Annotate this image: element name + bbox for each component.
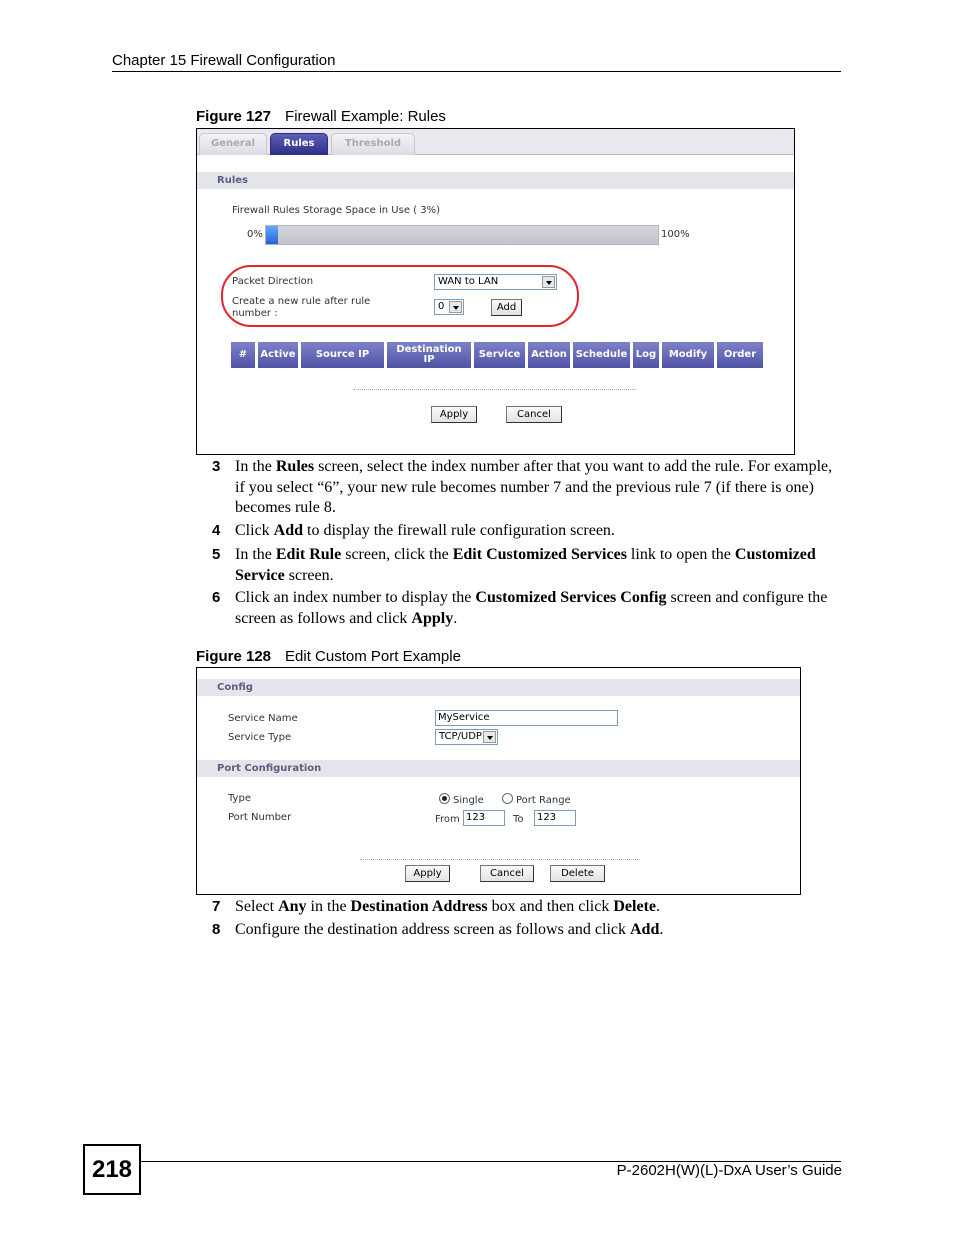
storage-progress-bar (265, 225, 659, 245)
single-label: Single (453, 795, 484, 806)
chapter-header: Chapter 15 Firewall Configuration (112, 52, 336, 69)
figure-128-label: Figure 128 (196, 648, 272, 665)
step-4 (212, 521, 842, 542)
to-port-input[interactable]: 123 (534, 810, 576, 826)
progress-min-label: 0% (247, 229, 263, 240)
packet-direction-label: Packet Direction (232, 276, 314, 287)
tab-bar (197, 129, 794, 155)
figure-128-caption (196, 648, 461, 665)
service-name-input[interactable]: MyService (435, 710, 618, 726)
column-log: Log (633, 342, 659, 368)
column-action: Action (528, 342, 570, 368)
delete-button[interactable]: Delete (550, 865, 605, 882)
config-section-bar: Config (197, 679, 800, 696)
tab-general[interactable]: General (199, 133, 267, 155)
tab-threshold[interactable]: Threshold (331, 133, 415, 155)
new-rule-label: Create a new rule after rule number : (232, 296, 371, 319)
apply-button[interactable]: Apply (405, 865, 450, 882)
figure-127-title: Firewall Example: Rules (285, 108, 446, 125)
add-rule-button[interactable]: Add (491, 299, 522, 316)
port-number-label: Port Number (228, 812, 292, 823)
figure-128-title: Edit Custom Port Example (285, 648, 461, 665)
divider (360, 859, 640, 860)
step-number: 3 (212, 458, 221, 475)
guide-name: P-2602H(W)(L)-DxA User’s Guide (616, 1162, 842, 1179)
step-6 (212, 588, 842, 629)
figure-127-label: Figure 127 (196, 108, 272, 125)
step-text: Click Add to display the firewall rule configuration screen. (235, 522, 615, 539)
step-3 (212, 457, 842, 519)
header-rule (112, 71, 841, 72)
chevron-down-icon (483, 731, 496, 743)
step-text: Select Any in the Destination Address box and then click Delete. (235, 898, 660, 915)
tab-rules[interactable]: Rules (270, 133, 328, 155)
step-8 (212, 920, 842, 941)
type-label: Type (228, 793, 251, 804)
storage-label: Firewall Rules Storage Space in Use ( 3%) (232, 205, 441, 216)
figure-127-caption (196, 108, 446, 125)
storage-progress-fill (266, 226, 278, 244)
firewall-rules-screen (196, 128, 795, 455)
step-number: 8 (212, 921, 221, 938)
step-text: Click an index number to display the Customized Services Config screen and configure the screen as follows and click Apply. (235, 589, 828, 627)
cancel-button[interactable]: Cancel (480, 865, 534, 882)
progress-max-label: 100% (661, 229, 690, 240)
step-number: 5 (212, 546, 221, 563)
from-label: From (435, 814, 460, 825)
service-type-select[interactable] (435, 729, 498, 745)
column-destination-ip: Destination IP (387, 342, 471, 368)
single-radio[interactable] (439, 793, 450, 804)
to-label: To (513, 814, 524, 825)
service-name-label: Service Name (228, 713, 298, 724)
port-range-radio[interactable] (502, 793, 513, 804)
divider (353, 389, 635, 390)
column-schedule: Schedule (573, 342, 630, 368)
custom-port-screen (196, 667, 801, 895)
step-5 (212, 545, 842, 586)
port-range-label: Port Range (516, 795, 571, 806)
step-number: 6 (212, 589, 221, 606)
from-port-input[interactable]: 123 (463, 810, 505, 826)
packet-direction-select[interactable] (434, 274, 557, 290)
step-7 (212, 897, 842, 918)
rules-table-header (231, 342, 763, 368)
page-number: 218 (83, 1144, 141, 1195)
apply-button[interactable]: Apply (431, 406, 477, 423)
step-number: 4 (212, 522, 221, 539)
rules-section-bar: Rules (197, 172, 794, 189)
rule-number-select[interactable] (434, 299, 464, 315)
step-text: Configure the destination address screen as follows and click Add. (235, 921, 664, 938)
step-text: In the Edit Rule screen, click the Edit Customized Services link to open the Customized Service screen. (235, 546, 816, 584)
service-type-label: Service Type (228, 732, 292, 743)
packet-direction-value: WAN to LAN (438, 276, 499, 287)
column-order: Order (717, 342, 763, 368)
chevron-down-icon (449, 301, 462, 313)
cancel-button[interactable]: Cancel (506, 406, 562, 423)
step-number: 7 (212, 898, 221, 915)
chevron-down-icon (542, 276, 555, 288)
column-active: Active (258, 342, 298, 368)
rule-number-value: 0 (438, 301, 445, 312)
column-index: # (231, 342, 255, 368)
column-modify: Modify (662, 342, 714, 368)
step-text: In the Rules screen, select the index number after that you want to add the rule. For example, if you select “6”, your new rule becomes number 7 and the previous rule 7 (if there is one) becomes rule 8. (235, 458, 833, 516)
column-service: Service (474, 342, 525, 368)
port-config-section-bar: Port Configuration (197, 760, 800, 777)
service-type-value: TCP/UDP (439, 731, 482, 742)
column-source-ip: Source IP (301, 342, 384, 368)
